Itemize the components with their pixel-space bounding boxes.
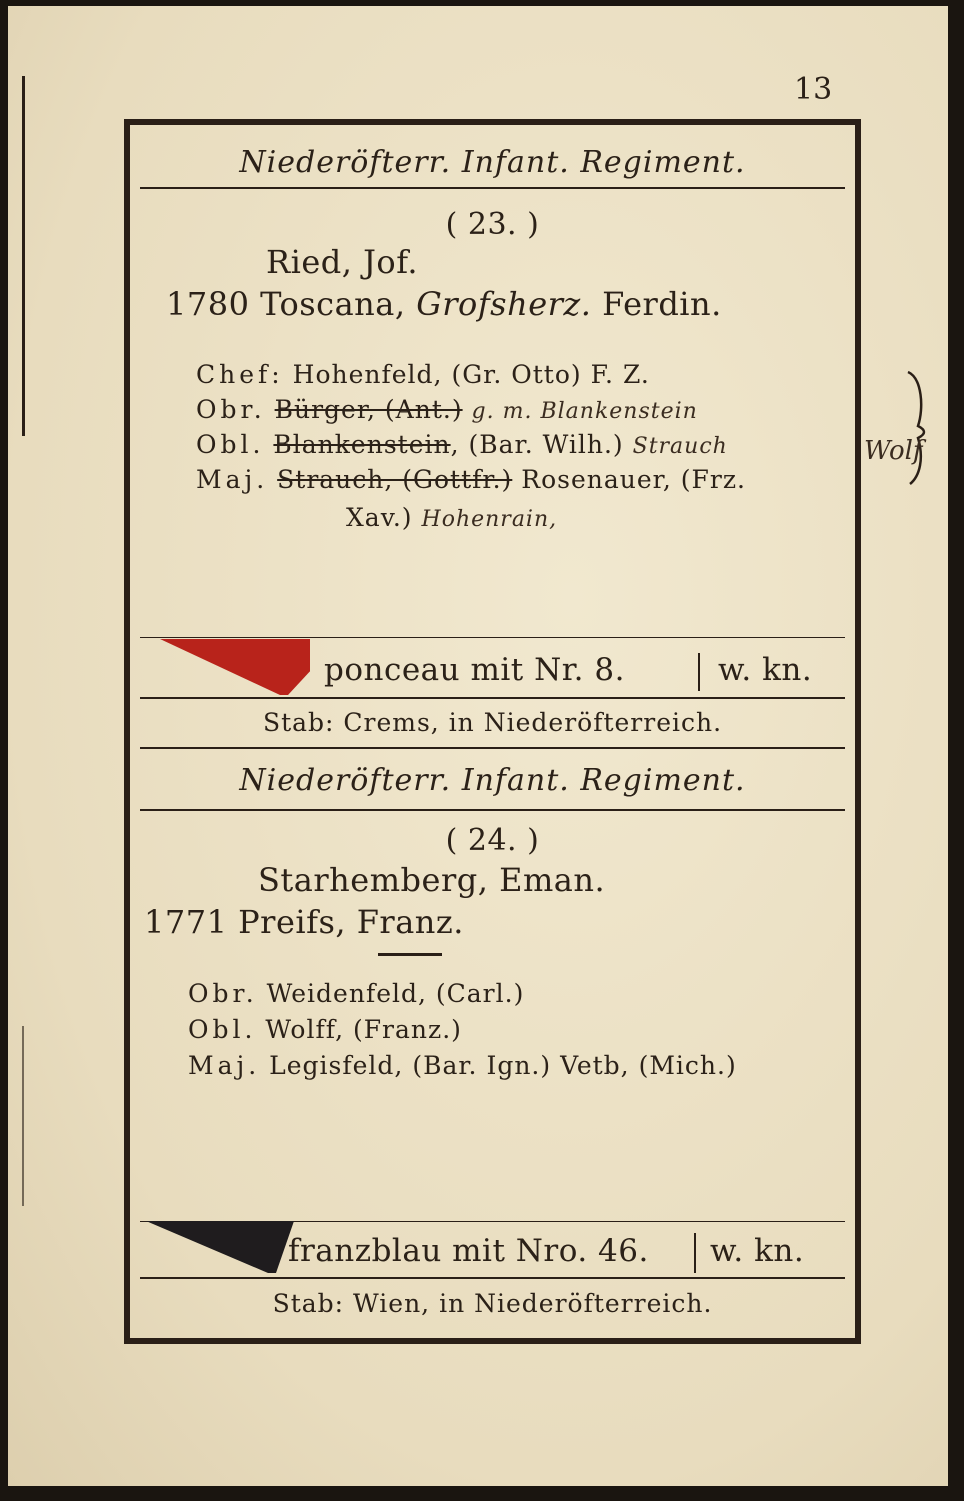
regiment-table-frame	[124, 119, 861, 1344]
regiment-separator	[140, 747, 845, 749]
officer-rank: Maj.	[196, 465, 269, 494]
officer-rank: Obr.	[188, 979, 258, 1008]
struck-officer-name: Blankenstein	[273, 430, 451, 459]
regiment-titular	[144, 903, 464, 941]
column-divider	[698, 653, 700, 691]
officer-rank: Maj.	[188, 1051, 261, 1080]
year: 1771	[144, 903, 228, 941]
officer-row	[196, 465, 746, 494]
facing-color-swatch	[160, 633, 310, 697]
book-page	[8, 6, 948, 1486]
staff-top-rule	[140, 1277, 845, 1279]
facing-color-swatch	[146, 1215, 296, 1277]
button-color: w. kn.	[718, 652, 813, 688]
page-number: 13	[794, 72, 833, 107]
handwritten-correction: Hohenrain,	[421, 507, 558, 532]
officer-rank: Obl.	[196, 430, 265, 459]
officer-name: Weidenfeld, (Carl.)	[266, 979, 525, 1008]
regiment-header: Niederöfterr. Infant. Regiment.	[239, 145, 746, 180]
header-rule	[140, 187, 845, 189]
regiment-owner: Ried, Jof.	[266, 243, 419, 281]
margin-handwritten-note: Wolf	[864, 436, 923, 466]
facing-color-mark	[160, 639, 310, 695]
facing-color-mark	[146, 1221, 294, 1273]
officer-rank: Obl.	[188, 1015, 257, 1044]
regiment-number: ( 24. )	[445, 823, 540, 858]
officer-name: Xav.)	[346, 503, 413, 532]
officer-name: , (Bar. Wilh.)	[450, 430, 624, 459]
staff-location: Stab: Wien, in Niederöfterreich.	[272, 1289, 713, 1318]
titular-name: Toscana,	[260, 285, 406, 323]
staff-location: Stab: Crems, in Niederöfterreich.	[262, 708, 723, 737]
facing-page-bleed-line	[22, 76, 25, 436]
titular-name: Preifs, Franz.	[238, 903, 464, 941]
titular-given-name: Ferdin.	[602, 285, 722, 323]
year: 1780	[166, 285, 250, 323]
struck-officer-name: Bürger, (Ant.)	[274, 395, 463, 424]
short-rule	[378, 953, 442, 956]
officer-row	[196, 430, 728, 459]
officer-name: Wolff, (Franz.)	[265, 1015, 462, 1044]
officer-row	[188, 1015, 462, 1044]
regiment-titular	[166, 285, 722, 323]
regiment-owner: Starhemberg, Eman.	[258, 861, 606, 899]
officer-row	[188, 979, 524, 1008]
column-divider	[694, 1233, 696, 1273]
staff-top-rule	[140, 697, 845, 699]
handwritten-correction: Strauch	[632, 434, 728, 459]
officer-row	[196, 360, 650, 389]
officer-name: Rosenauer, (Frz.	[521, 465, 746, 494]
officer-row	[188, 1051, 737, 1080]
facing-description: ponceau mit Nr. 8.	[324, 652, 625, 688]
officer-rank: Chef:	[196, 360, 284, 389]
officer-row-continuation	[346, 503, 557, 532]
header-rule	[140, 809, 845, 811]
titular-title: Grofsherz.	[416, 285, 592, 323]
regiment-number: ( 23. )	[445, 207, 540, 242]
handwritten-correction: g. m. Blankenstein	[471, 399, 698, 424]
officer-row	[196, 395, 698, 424]
officer-rank: Obr.	[196, 395, 266, 424]
officer-name: Hohenfeld, (Gr. Otto) F. Z.	[292, 360, 650, 389]
button-color: w. kn.	[710, 1233, 805, 1269]
struck-officer-name: Strauch, (Gottfr.)	[277, 465, 513, 494]
margin-brace	[904, 368, 940, 488]
facing-page-bleed-line	[22, 1026, 24, 1206]
regiment-header: Niederöfterr. Infant. Regiment.	[239, 763, 746, 798]
facing-description: franzblau mit Nro. 46.	[288, 1233, 649, 1269]
officer-name: Legisfeld, (Bar. Ign.) Vetb, (Mich.)	[269, 1051, 737, 1080]
